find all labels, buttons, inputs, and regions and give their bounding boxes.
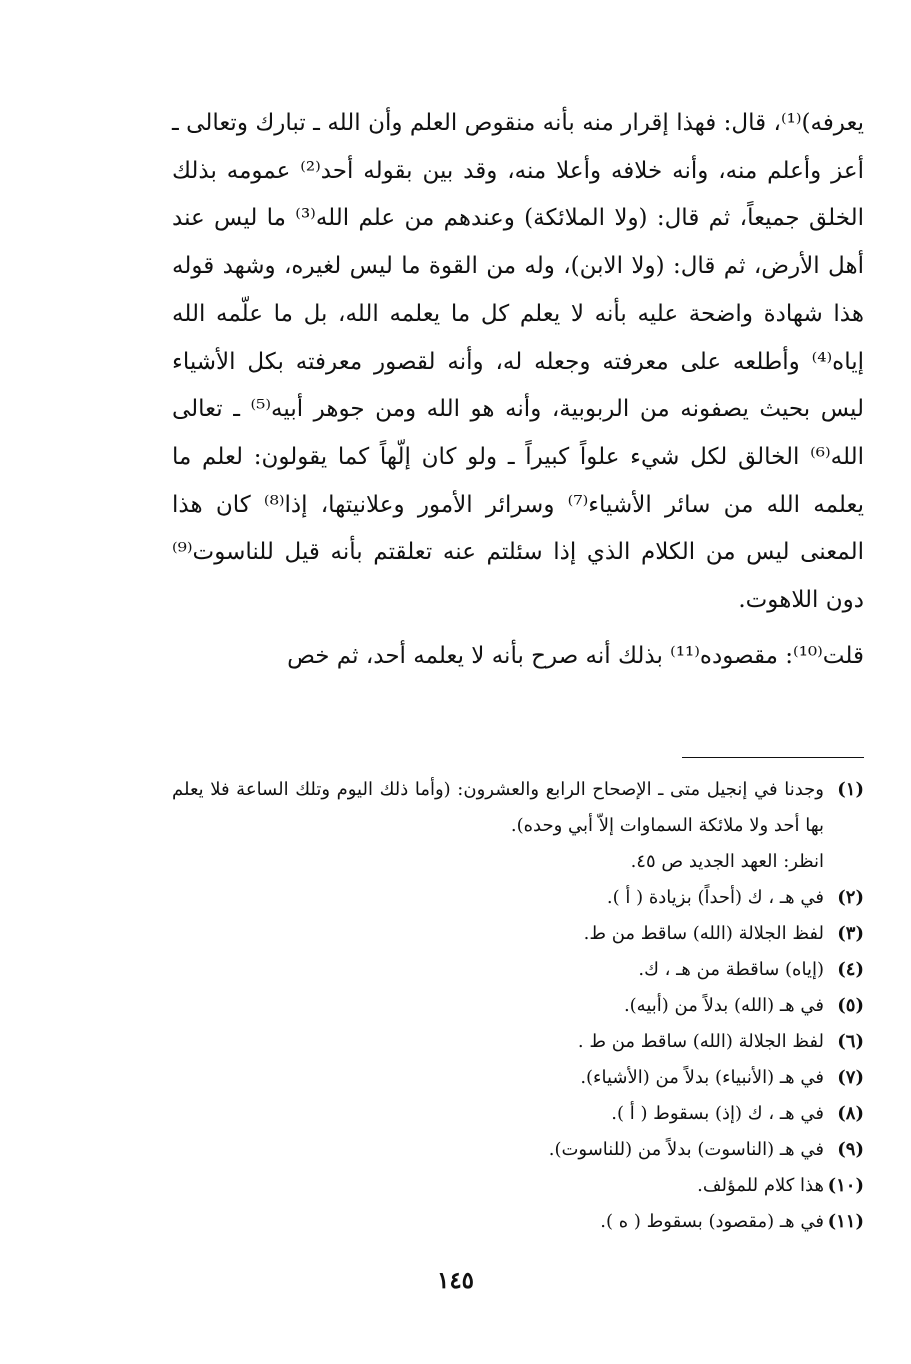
footnotes [172, 772, 864, 1240]
footnote-7 [172, 1060, 864, 1096]
footnote-text: هذا كلام للمؤلف. [697, 1175, 824, 1196]
footnote-6 [172, 1024, 864, 1060]
footnote-text: لفظ الجلالة (الله) ساقط من ط . [577, 1031, 824, 1052]
footnote-1 [172, 772, 864, 844]
footnote-3 [172, 916, 864, 952]
footnote-number: (١٠) [827, 1175, 864, 1196]
footnote-text: في هـ (الأنبياء) بدلاً من (الأشياء). [580, 1067, 824, 1088]
footnote-11 [172, 1204, 864, 1240]
footnote-number: (٩) [837, 1139, 864, 1160]
footnote-number: (٣) [837, 923, 864, 944]
footnote-9 [172, 1132, 864, 1168]
footnote-5 [172, 988, 864, 1024]
footnote-number: (٦) [837, 1031, 864, 1052]
footnote-number: (٧) [837, 1067, 864, 1088]
footnote-text: في هـ (الله) بدلاً من (أبيه). [623, 995, 824, 1016]
paragraph-2: قلت⁽¹⁰⁾: مقصوده⁽¹¹⁾ بذلك أنه صرح بأنه لا يعلمه أحد، ثم خص [287, 642, 864, 669]
footnote-8 [172, 1096, 864, 1132]
footnote-1-continuation: انظر: العهد الجديد ص ٤٥. [630, 851, 824, 872]
footnote-number: (٢) [837, 887, 864, 908]
footnote-4 [172, 952, 864, 988]
footnote-number: (١) [837, 779, 864, 800]
footnote-text: لفظ الجلالة (الله) ساقط من ط. [583, 923, 824, 944]
footnote-number: (١١) [827, 1211, 864, 1232]
footnote-2 [172, 880, 864, 916]
footnote-divider [682, 757, 864, 758]
footnote-number: (٥) [837, 995, 864, 1016]
footnote-text: في هـ ، ك (إذ) بسقوط ( أ ). [611, 1103, 824, 1124]
footnote-text: في هـ (الناسوت) بدلاً من (للناسوت). [548, 1139, 824, 1160]
paragraph-1: يعرفه)⁽¹⁾، قال: فهذا إقرار منه بأنه منقوص العلم وأن الله ـ تبارك وتعالى ـ أعز وأعلم منه، وأنه خلافه وأعلا منه، وقد بين بقوله أحد⁽²⁾ عمومه بذلك الخلق جميعاً، ثم قال: (ولا الملائكة) وعندهم من علم الله⁽³⁾ ما ليس عند أهل الأرض، ثم قال: (ولا الابن)، وله من القوة ما ليس لغيره، وشهد قوله هذا شهادة واضحة عليه بأنه لا يعلم كل ما يعلمه الله، بل ما علّمه الله إياه⁽⁴⁾ وأطلعه على معرفته وجعله له، وأنه لقصور معرفته بكل الأشياء ليس بحيث يصفونه من الربوبية، وأنه هو الله ومن جوهر أبيه⁽⁵⁾ ـ تعالى الله⁽⁶⁾ الخالق لكل شيء علواً كبيراً ـ ولو كان إلّهاً كما يقولون: لعلم ما يعلمه الله من سائر الأشياء⁽⁷⁾ وسرائر الأمور وعلانيتها، إذا⁽⁸⁾ كان هذا المعنى ليس من الكلام الذي إذا سئلتم عنه تعلقتم بأنه قيل للناسوت⁽⁹⁾ دون اللاهوت. [172, 110, 864, 614]
main-text [172, 100, 864, 680]
footnote-number: (٨) [837, 1103, 864, 1124]
footnote-number: (٤) [837, 959, 864, 980]
footnote-text: في هـ (مقصود) بسقوط ( ه ). [600, 1211, 824, 1232]
footnote-text: (إياه) ساقطة من هـ ، ك. [638, 959, 824, 980]
page-number: ١٤٥ [436, 1267, 475, 1294]
footnote-text: وجدنا في إنجيل متى ـ الإصحاح الرابع والعشرون: (وأما ذلك اليوم وتلك الساعة فلا يعلم بها أحد ولا ملائكة السماوات إلاّ أبي وحده). [172, 779, 824, 836]
footnote-10 [172, 1168, 864, 1204]
footnote-text: في هـ ، ك (أحداً) بزيادة ( أ ). [606, 887, 824, 908]
